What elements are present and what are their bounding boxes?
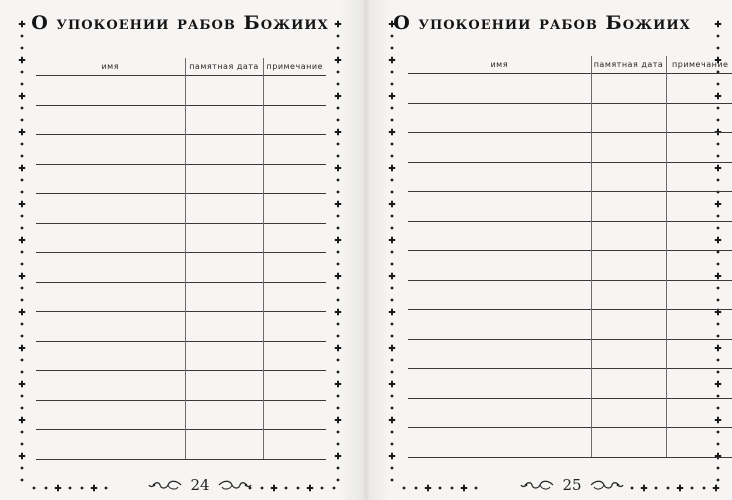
cross-icon bbox=[19, 129, 25, 135]
name-cell bbox=[36, 341, 185, 371]
border-dot bbox=[391, 323, 394, 326]
left-page-title: О упокоении рабов Божиих bbox=[31, 12, 329, 34]
name-cell bbox=[408, 192, 591, 222]
note-cell bbox=[263, 164, 326, 194]
cross-icon bbox=[19, 309, 25, 315]
border-dot bbox=[21, 47, 24, 50]
date-cell bbox=[591, 369, 666, 399]
border-dot bbox=[337, 107, 340, 110]
date-cell bbox=[591, 192, 666, 222]
border-dot bbox=[391, 119, 394, 122]
border-dot bbox=[391, 335, 394, 338]
table-row bbox=[408, 74, 732, 104]
note-cell bbox=[263, 400, 326, 430]
border-dot bbox=[391, 395, 394, 398]
border-dot bbox=[21, 155, 24, 158]
date-cell bbox=[591, 310, 666, 340]
border-dot bbox=[21, 287, 24, 290]
table-row bbox=[36, 371, 326, 401]
cross-icon bbox=[19, 453, 25, 459]
cross-icon bbox=[389, 237, 395, 243]
cross-icon bbox=[335, 129, 341, 135]
border-dot bbox=[391, 251, 394, 254]
border-dot bbox=[337, 155, 340, 158]
date-cell bbox=[185, 76, 263, 106]
border-dot bbox=[337, 143, 340, 146]
cross-icon bbox=[19, 237, 25, 243]
left-memorial-table bbox=[36, 58, 326, 460]
border-dot bbox=[337, 371, 340, 374]
table-row bbox=[36, 341, 326, 371]
cross-icon bbox=[335, 57, 341, 63]
left-flourish-icon bbox=[520, 479, 554, 491]
border-dot bbox=[21, 467, 24, 470]
cross-icon bbox=[389, 201, 395, 207]
note-cell bbox=[263, 371, 326, 401]
right-page-title: О упокоении рабов Божиих bbox=[393, 12, 691, 34]
date-cell bbox=[591, 133, 666, 163]
table-row bbox=[408, 103, 732, 133]
border-dot bbox=[337, 71, 340, 74]
border-dot bbox=[337, 119, 340, 122]
date-cell bbox=[591, 74, 666, 104]
cross-icon bbox=[335, 417, 341, 423]
cross-icon bbox=[389, 93, 395, 99]
border-dot bbox=[21, 263, 24, 266]
date-cell bbox=[591, 251, 666, 281]
border-dot bbox=[337, 83, 340, 86]
border-dot bbox=[337, 467, 340, 470]
border-dot bbox=[337, 251, 340, 254]
name-cell bbox=[408, 103, 591, 133]
name-cell bbox=[408, 221, 591, 251]
date-cell bbox=[185, 164, 263, 194]
border-dot bbox=[391, 83, 394, 86]
date-cell bbox=[591, 103, 666, 133]
note-cell bbox=[263, 282, 326, 312]
table-row bbox=[408, 428, 732, 458]
border-dot bbox=[21, 479, 24, 482]
table-row bbox=[36, 164, 326, 194]
border-dot bbox=[717, 35, 720, 38]
right-page bbox=[372, 0, 732, 500]
name-cell bbox=[36, 253, 185, 283]
border-dot bbox=[391, 71, 394, 74]
table-row bbox=[36, 312, 326, 342]
name-cell bbox=[408, 310, 591, 340]
table-header-row bbox=[408, 56, 732, 74]
name-cell bbox=[36, 105, 185, 135]
name-cell bbox=[36, 194, 185, 224]
date-cell bbox=[185, 253, 263, 283]
border-dot bbox=[391, 263, 394, 266]
cross-icon bbox=[19, 201, 25, 207]
cross-icon bbox=[19, 93, 25, 99]
table-row bbox=[36, 253, 326, 283]
name-cell bbox=[36, 400, 185, 430]
table-row bbox=[408, 339, 732, 369]
note-cell bbox=[263, 135, 326, 165]
note-cell bbox=[263, 312, 326, 342]
border-dot bbox=[21, 395, 24, 398]
column-header-name: имя bbox=[490, 60, 509, 69]
cross-icon bbox=[389, 417, 395, 423]
border-dot bbox=[33, 487, 36, 490]
cross-icon bbox=[335, 21, 341, 27]
border-dot bbox=[391, 215, 394, 218]
cross-icon bbox=[19, 345, 25, 351]
date-cell bbox=[185, 282, 263, 312]
note-cell bbox=[666, 133, 732, 163]
date-cell bbox=[185, 135, 263, 165]
page-number: 25 bbox=[562, 476, 582, 494]
border-dot bbox=[391, 191, 394, 194]
border-dot bbox=[337, 431, 340, 434]
border-dot bbox=[717, 467, 720, 470]
border-dot bbox=[21, 191, 24, 194]
date-cell bbox=[185, 312, 263, 342]
table-row bbox=[408, 221, 732, 251]
cross-icon bbox=[19, 273, 25, 279]
cross-icon bbox=[389, 57, 395, 63]
date-cell bbox=[185, 341, 263, 371]
border-dot bbox=[337, 215, 340, 218]
note-cell bbox=[263, 76, 326, 106]
note-cell bbox=[263, 430, 326, 460]
border-dot bbox=[21, 443, 24, 446]
border-dot bbox=[21, 407, 24, 410]
table-row bbox=[408, 310, 732, 340]
right-table-body bbox=[408, 74, 732, 458]
date-cell bbox=[185, 194, 263, 224]
border-dot bbox=[21, 215, 24, 218]
border-dot bbox=[21, 431, 24, 434]
page-number: 24 bbox=[190, 476, 210, 494]
border-dot bbox=[21, 35, 24, 38]
right-flourish-icon bbox=[218, 479, 252, 491]
note-cell bbox=[666, 192, 732, 222]
border-dot bbox=[391, 47, 394, 50]
column-header-memorial-date: памятная дата bbox=[185, 58, 263, 76]
border-dot bbox=[337, 179, 340, 182]
table-row bbox=[36, 282, 326, 312]
name-cell bbox=[36, 282, 185, 312]
name-cell bbox=[408, 428, 591, 458]
border-dot bbox=[21, 299, 24, 302]
border-dot bbox=[391, 299, 394, 302]
cross-icon bbox=[389, 129, 395, 135]
border-dot bbox=[21, 227, 24, 230]
table-row bbox=[408, 398, 732, 428]
name-cell bbox=[408, 74, 591, 104]
name-cell bbox=[408, 339, 591, 369]
date-cell bbox=[591, 221, 666, 251]
cross-icon bbox=[335, 309, 341, 315]
note-cell bbox=[666, 398, 732, 428]
table-row bbox=[36, 223, 326, 253]
border-dot bbox=[21, 179, 24, 182]
border-dot bbox=[391, 143, 394, 146]
table-row bbox=[36, 400, 326, 430]
cross-icon bbox=[335, 381, 341, 387]
cross-icon bbox=[335, 165, 341, 171]
cross-icon bbox=[335, 237, 341, 243]
border-dot bbox=[337, 359, 340, 362]
border-dot bbox=[391, 107, 394, 110]
border-dot bbox=[21, 251, 24, 254]
cross-icon bbox=[389, 381, 395, 387]
date-cell bbox=[591, 428, 666, 458]
name-cell bbox=[36, 223, 185, 253]
border-dot bbox=[337, 395, 340, 398]
note-cell bbox=[666, 251, 732, 281]
name-cell bbox=[408, 369, 591, 399]
cross-icon bbox=[335, 345, 341, 351]
cross-icon bbox=[19, 417, 25, 423]
right-page-footer bbox=[412, 476, 732, 494]
border-dot bbox=[337, 227, 340, 230]
note-cell bbox=[666, 310, 732, 340]
border-dot bbox=[21, 359, 24, 362]
note-cell bbox=[666, 162, 732, 192]
cross-icon bbox=[335, 273, 341, 279]
table-row bbox=[408, 192, 732, 222]
name-cell bbox=[36, 430, 185, 460]
cross-icon bbox=[19, 381, 25, 387]
cross-icon bbox=[389, 165, 395, 171]
left-table-body bbox=[36, 76, 326, 460]
border-dot bbox=[391, 179, 394, 182]
border-dot bbox=[337, 335, 340, 338]
date-cell bbox=[185, 430, 263, 460]
border-dot bbox=[337, 263, 340, 266]
cross-icon bbox=[389, 345, 395, 351]
name-cell bbox=[36, 135, 185, 165]
left-page bbox=[0, 0, 360, 500]
cross-icon bbox=[19, 165, 25, 171]
border-dot bbox=[337, 407, 340, 410]
column-header-memorial-date: памятная дата bbox=[591, 56, 666, 74]
border-dot bbox=[21, 143, 24, 146]
border-dot bbox=[391, 227, 394, 230]
cross-icon bbox=[715, 21, 721, 27]
column-header-note: примечание bbox=[666, 56, 732, 74]
border-dot bbox=[337, 299, 340, 302]
border-dot bbox=[21, 107, 24, 110]
date-cell bbox=[185, 371, 263, 401]
right-memorial-table bbox=[408, 56, 732, 458]
border-dot bbox=[21, 335, 24, 338]
table-row bbox=[408, 162, 732, 192]
name-cell bbox=[36, 312, 185, 342]
table-row bbox=[36, 105, 326, 135]
border-dot bbox=[21, 323, 24, 326]
column-header-name: имя bbox=[101, 62, 120, 71]
table-row bbox=[408, 369, 732, 399]
cross-icon bbox=[335, 201, 341, 207]
date-cell bbox=[591, 280, 666, 310]
column-header-note: примечание bbox=[263, 58, 326, 76]
border-dot bbox=[337, 443, 340, 446]
border-dot bbox=[391, 479, 394, 482]
border-dot bbox=[391, 287, 394, 290]
name-cell bbox=[36, 76, 185, 106]
border-dot bbox=[391, 35, 394, 38]
border-dot bbox=[21, 119, 24, 122]
name-cell bbox=[408, 398, 591, 428]
left-page-footer bbox=[40, 476, 360, 494]
border-dot bbox=[337, 287, 340, 290]
note-cell bbox=[263, 341, 326, 371]
note-cell bbox=[263, 223, 326, 253]
border-dot bbox=[21, 371, 24, 374]
border-dot bbox=[21, 71, 24, 74]
border-dot bbox=[391, 467, 394, 470]
cross-icon bbox=[19, 57, 25, 63]
note-cell bbox=[666, 221, 732, 251]
left-flourish-icon bbox=[148, 479, 182, 491]
note-cell bbox=[666, 74, 732, 104]
border-dot bbox=[391, 443, 394, 446]
table-row bbox=[408, 251, 732, 281]
date-cell bbox=[591, 398, 666, 428]
table-row bbox=[36, 76, 326, 106]
border-dot bbox=[337, 47, 340, 50]
border-dot bbox=[337, 191, 340, 194]
border-dot bbox=[337, 35, 340, 38]
note-cell bbox=[263, 194, 326, 224]
border-dot bbox=[717, 47, 720, 50]
cross-icon bbox=[19, 21, 25, 27]
name-cell bbox=[36, 371, 185, 401]
border-dot bbox=[391, 431, 394, 434]
date-cell bbox=[185, 223, 263, 253]
date-cell bbox=[185, 105, 263, 135]
name-cell bbox=[408, 133, 591, 163]
date-cell bbox=[591, 162, 666, 192]
table-row bbox=[36, 430, 326, 460]
right-flourish-icon bbox=[590, 479, 624, 491]
date-cell bbox=[185, 400, 263, 430]
note-cell bbox=[263, 253, 326, 283]
table-row bbox=[408, 133, 732, 163]
name-cell bbox=[36, 164, 185, 194]
name-cell bbox=[408, 280, 591, 310]
border-dot bbox=[403, 487, 406, 490]
name-cell bbox=[408, 162, 591, 192]
note-cell bbox=[666, 103, 732, 133]
table-row bbox=[36, 135, 326, 165]
cross-icon bbox=[335, 453, 341, 459]
border-dot bbox=[391, 155, 394, 158]
border-dot bbox=[391, 407, 394, 410]
table-header-row bbox=[36, 58, 326, 76]
border-dot bbox=[21, 83, 24, 86]
note-cell bbox=[666, 280, 732, 310]
cross-icon bbox=[389, 309, 395, 315]
table-row bbox=[36, 194, 326, 224]
cross-icon bbox=[389, 453, 395, 459]
note-cell bbox=[666, 428, 732, 458]
cross-icon bbox=[389, 273, 395, 279]
note-cell bbox=[666, 369, 732, 399]
name-cell bbox=[408, 251, 591, 281]
note-cell bbox=[666, 339, 732, 369]
table-row bbox=[408, 280, 732, 310]
border-dot bbox=[391, 371, 394, 374]
date-cell bbox=[591, 339, 666, 369]
note-cell bbox=[263, 105, 326, 135]
cross-icon bbox=[335, 93, 341, 99]
border-dot bbox=[391, 359, 394, 362]
border-dot bbox=[337, 323, 340, 326]
